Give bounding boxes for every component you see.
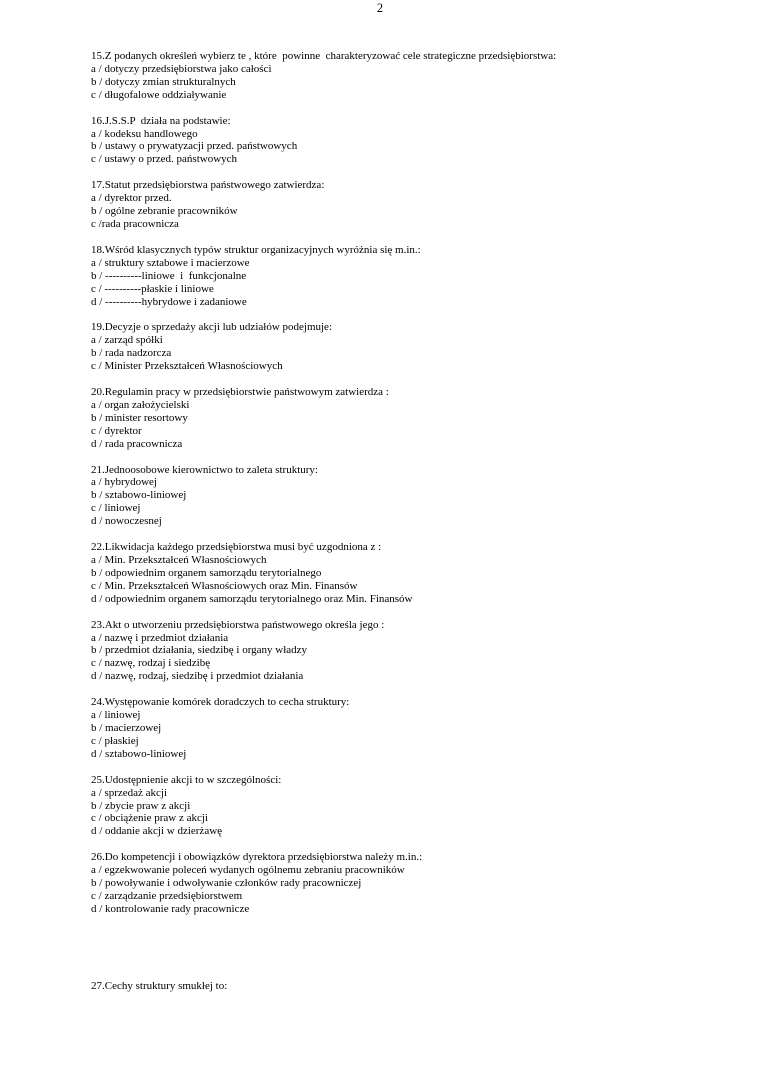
answer-option: c / liniowej (91, 502, 141, 515)
answer-option: b / odpowiednim organem samorządu terytorialnego (91, 566, 322, 579)
answer-option: d / odpowiednim organem samorządu terytorialnego oraz Min. Finansów (91, 592, 413, 605)
answer-option: d / ----------hybrydowe i zadaniowe (91, 295, 247, 308)
question-27 (91, 980, 731, 993)
question-17 (91, 179, 731, 231)
answer-option: b / powoływanie i odwoływanie członków rady pracowniczej (91, 877, 362, 890)
answer-option: c /rada pracownicza (91, 217, 179, 230)
answer-option: a / dotyczy przedsiębiorstwa jako całości (91, 62, 272, 75)
answer-option: b / ustawy o prywatyzacji przed. państwowych (91, 140, 298, 153)
question-22 (91, 541, 731, 606)
answer-option: b / ----------liniowe i funkcjonalne (91, 269, 247, 282)
answer-option: d / rada pracownicza (91, 437, 183, 450)
question-26 (91, 851, 731, 916)
answer-option: a / liniowej (91, 709, 141, 722)
answer-option: b / macierzowej (91, 721, 162, 734)
answer-option: a / organ założycielski (91, 398, 190, 411)
question-title: 23.Akt o utworzeniu przedsiębiorstwa państwowego określa jego : (91, 618, 385, 631)
question-title: 19.Decyzje o sprzedaży akcji lub udziałów podejmuje: (91, 321, 332, 334)
question-title: 24.Występowanie komórek doradczych to cecha struktury: (91, 696, 350, 709)
question-title: 17.Statut przedsiębiorstwa państwowego zatwierdza: (91, 179, 325, 192)
answer-option: d / nowoczesnej (91, 515, 162, 528)
answer-option: c / ustawy o przed. państwowych (91, 153, 238, 166)
question-25 (91, 774, 731, 839)
answer-option: b / ogólne zebranie pracowników (91, 205, 238, 218)
answer-option: c / płaskiej (91, 734, 139, 747)
question-title: 18.Wśród klasycznych typów struktur organizacyjnych wyróżnia się m.in.: (91, 243, 421, 256)
answer-option: d / kontrolowanie rady pracownicze (91, 902, 250, 915)
answer-option: c / Min. Przekształceń Własnościowych oraz Min. Finansów (91, 579, 358, 592)
page-number: 2 (376, 1, 384, 15)
question-16 (91, 115, 731, 167)
question-title: 26.Do kompetencji i obowiązków dyrektora przedsiębiorstwa należy m.in.: (91, 851, 423, 864)
answer-option: c / obciążenie praw z akcji (91, 812, 208, 825)
answer-option: b / rada nadzorcza (91, 347, 172, 360)
answer-option: a / struktury sztabowe i macierzowe (91, 256, 250, 269)
question-21 (91, 464, 731, 529)
answer-option: c / długofalowe oddziaływanie (91, 88, 227, 101)
question-list (91, 50, 731, 1006)
answer-option: c / Minister Przekształceń Własnościowych (91, 360, 283, 373)
answer-option: d / sztabowo-liniowej (91, 747, 187, 760)
answer-option: c / dyrektor (91, 424, 142, 437)
question-title: 21.Jednoosobowe kierownictwo to zaleta struktury: (91, 463, 318, 476)
answer-option: a / egzekwowanie poleceń wydanych ogólnemu zebraniu pracowników (91, 864, 405, 877)
answer-option: b / przedmiot działania, siedzibę i organy władzy (91, 644, 308, 657)
answer-option: c / zarządzanie przedsiębiorstwem (91, 889, 243, 902)
question-19 (91, 321, 731, 373)
question-title: 25.Udostępnienie akcji to w szczególności: (91, 773, 282, 786)
question-23 (91, 619, 731, 684)
question-title: 22.Likwidacja każdego przedsiębiorstwa musi być uzgodniona z : (91, 541, 382, 554)
answer-option: a / zarząd spółki (91, 334, 163, 347)
answer-option: b / dotyczy zmian strukturalnych (91, 75, 236, 88)
question-title: 15.Z podanych określeń wybierz te , które powinne charakteryzować cele strategiczne przedsiębiorstwa: (91, 50, 557, 62)
answer-option: b / zbycie praw z akcji (91, 799, 191, 812)
answer-option: c / ----------płaskie i liniowe (91, 282, 214, 295)
answer-option: a / nazwę i przedmiot działania (91, 631, 229, 644)
answer-option: a / sprzedaż akcji (91, 786, 168, 799)
question-title: 16.J.S.S.P działa na podstawie: (91, 114, 231, 127)
question-18 (91, 244, 731, 309)
answer-option: a / dyrektor przed. (91, 192, 172, 205)
question-20 (91, 386, 731, 451)
question-title: 27.Cechy struktury smukłej to: (91, 979, 228, 992)
answer-option: c / nazwę, rodzaj i siedzibę (91, 657, 211, 670)
question-title: 20.Regulamin pracy w przedsiębiorstwie państwowym zatwierdza : (91, 386, 389, 399)
answer-option: d / oddanie akcji w dzierżawę (91, 825, 223, 838)
answer-option: d / nazwę, rodzaj, siedzibę i przedmiot działania (91, 670, 304, 683)
answer-option: b / sztabowo-liniowej (91, 489, 187, 502)
answer-option: b / minister resortowy (91, 411, 188, 424)
answer-option: a / kodeksu handlowego (91, 127, 198, 140)
answer-option: a / hybrydowej (91, 476, 157, 489)
question-24 (91, 696, 731, 761)
answer-option: a / Min. Przekształceń Własnościowych (91, 554, 267, 566)
question-15 (91, 50, 731, 102)
